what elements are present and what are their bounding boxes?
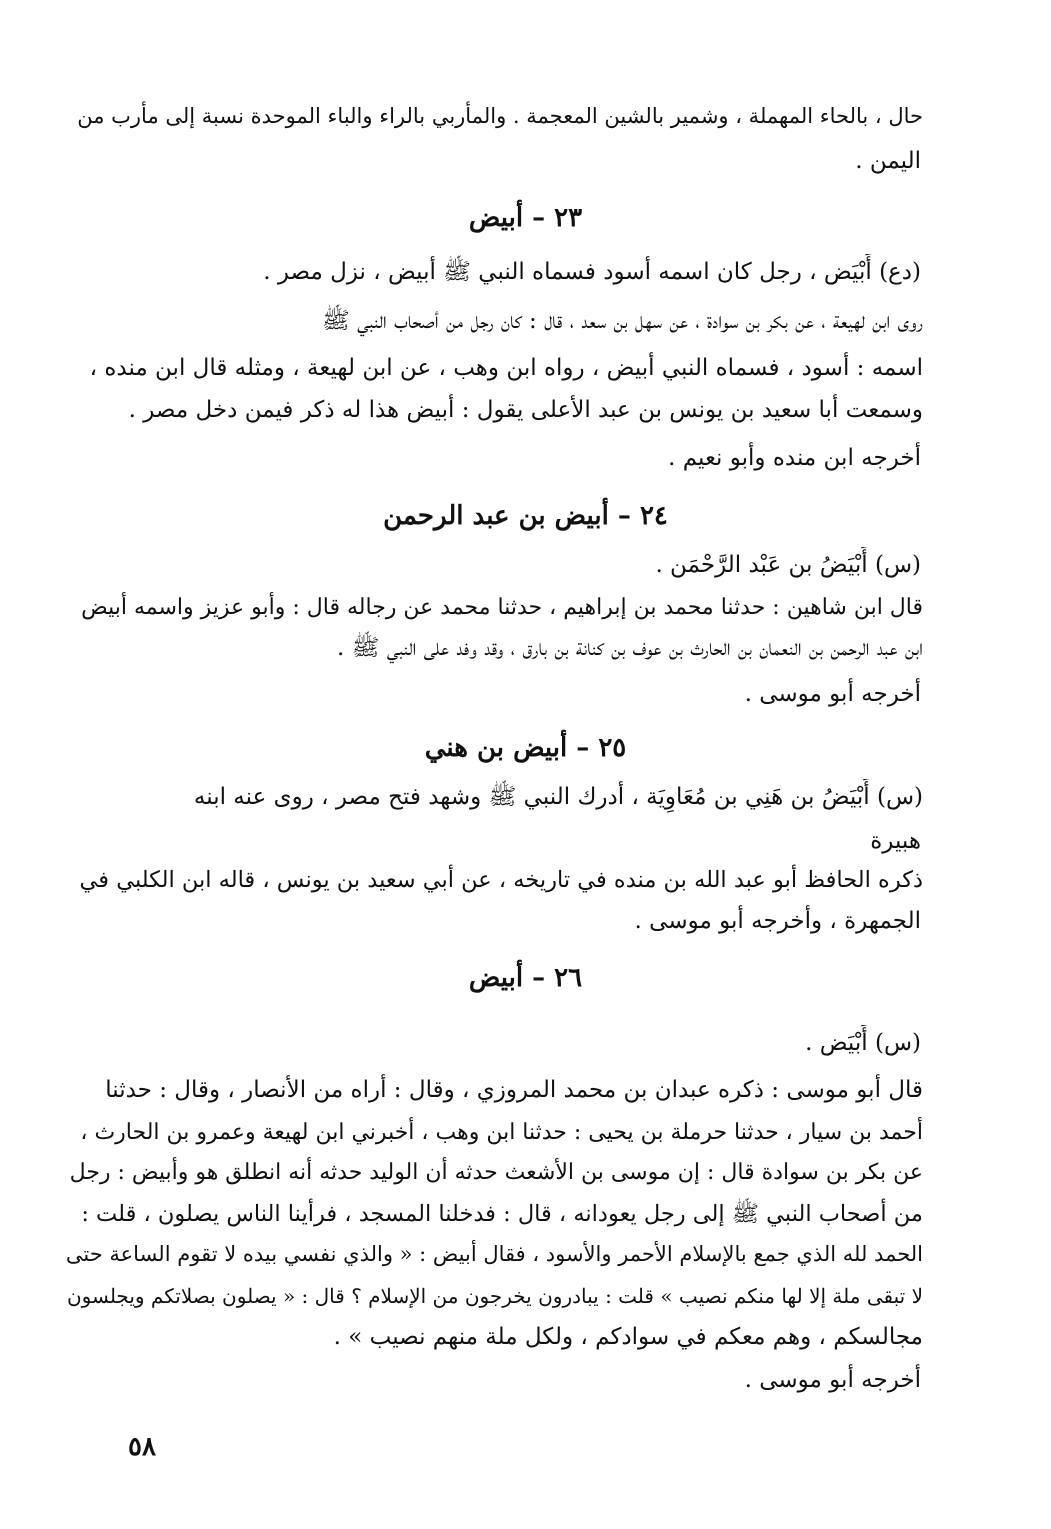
text-line: (س) أَبْيَضُ بن عَبْد الرَّحْمَن .: [655, 552, 921, 578]
text-line: (دع) أَبْيَض ، رجل كان اسمه أسود فسماه النبي ﷺ أبيض ، نزل مصر .: [263, 259, 921, 285]
text-line: الجمهرة ، وأخرجه أبو موسى .: [634, 908, 921, 934]
text-line: روى ابن لهيعة ، عن بكر بن سوادة ، عن سهل بن سعد ، قال : كان رجل من أصحاب النبي ﷺ: [322, 308, 923, 334]
text-line: هبيرة: [870, 828, 921, 854]
text-line: قال أبو موسى : ذكره عبدان بن محمد المروزي ، وقال : أراه من الأنصار ، وقال : حدثنا: [105, 1077, 923, 1103]
text-line: أخرجه ابن منده وأبو نعيم .: [668, 445, 921, 471]
page-number: ٥٨: [128, 1432, 156, 1462]
text-line: عن بكر بن سوادة قال : إن موسى بن الأشعث حدثه أن الوليد حدثه أنه انطلق هو وأبيض : رجل: [69, 1160, 923, 1185]
entry-heading: ٢٣ – أبيض: [468, 203, 583, 233]
text-line: وسمعت أبا سعيد بن يونس بن عبد الأعلى يقول : أبيض هذا له ذكر فيمن دخل مصر .: [128, 397, 923, 423]
text-line: أخرجه أبو موسى .: [744, 681, 921, 707]
text-line: أحمد بن سيار ، حدثنا حرملة بن يحيى : حدثنا ابن وهب ، أخبرني ابن لهيعة وعمرو بن الحارث ،: [80, 1120, 923, 1145]
text-line: (س) أَبْيَضُ بن هَنِي بن مُعَاوِيَة ، أدرك النبي ﷺ وشهد فتح مصر ، روى عنه ابنه: [193, 784, 923, 810]
text-line: من أصحاب النبي ﷺ إلى رجل يعودانه ، قال : فدخلنا المسجد ، فرأينا الناس يصلون ، قلت :: [81, 1201, 923, 1227]
text-line: قال ابن شاهين : حدثنا محمد بن إبراهيم ، حدثنا محمد عن رجاله قال : وأبو عزيز واسمه أبيض: [81, 595, 923, 620]
text-line: ذكره الحافظ أبو عبد الله بن منده في تاريخه ، عن أبي سعيد بن يونس ، قاله ابن الكلبي في: [79, 867, 923, 893]
text-line: الحمد لله الذي جمع بالإسلام الأحمر والأسود ، فقال أبيض : « والذي نفسي بيده لا تقوم الساعة حتى: [65, 1242, 923, 1266]
text-line: مجالسكم ، وهم معكم في سوادكم ، ولكل ملة منهم نصيب » .: [333, 1324, 923, 1350]
entry-heading: ٢٦ – أبيض: [468, 963, 583, 993]
text-line: (س) أَبْيَض .: [805, 1030, 921, 1056]
text-line: أخرجه أبو موسى .: [744, 1367, 921, 1393]
text-line: ابن عبد الرحمن بن النعمان بن الحارث بن عوف بن كنانة بن بارق ، وقد وفد على النبي ﷺ .: [337, 635, 923, 661]
text-line: اليمن .: [855, 148, 921, 174]
entry-heading: ٢٤ – أبيض بن عبد الرحمن: [383, 501, 668, 531]
entry-heading: ٢٥ – أبيض بن هني: [424, 733, 627, 763]
text-line: حال ، بالحاء المهملة ، وشمير بالشين المعجمة . والمأربي بالراء والباء الموحدة نسبة إلى مأرب من: [77, 104, 923, 128]
text-line: لا تبقى ملة إلا لها منكم نصيب » قلت : يبادرون يخرجون من الإسلام ؟ قال : « يصلون بصلاتكم ويجلسون: [66, 1284, 923, 1308]
text-line: اسمه : أسود ، فسماه النبي أبيض ، رواه ابن وهب ، عن ابن لهيعة ، ومثله قال ابن منده ،: [89, 355, 923, 381]
